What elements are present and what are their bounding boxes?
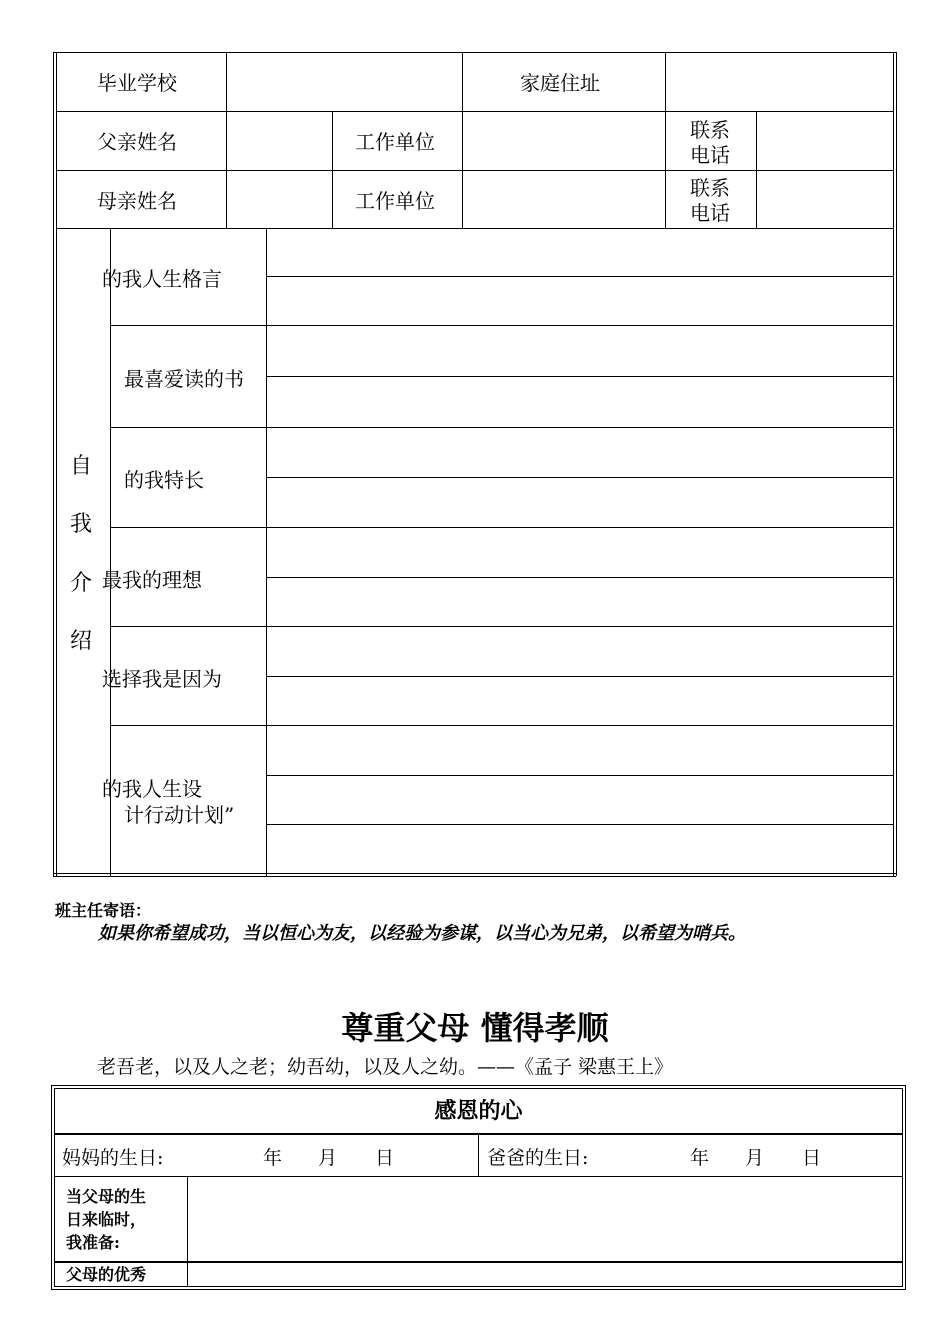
self-intro-vertical-char: 绍 [70, 629, 93, 654]
life-plan-label-line2: 计行动计划” [124, 803, 235, 827]
father-name-field[interactable] [232, 130, 327, 156]
father-phone-label-line1: 联系 [690, 118, 730, 142]
favorite-book-label: 最喜爱读的书 [124, 367, 244, 391]
self-intro-vertical-char: 自 [70, 454, 93, 479]
self-intro-vertical-char: 我 [70, 512, 93, 537]
teacher-note-title: 班主任寄语： [55, 901, 152, 920]
prepare-label-line2: 日来临时， [66, 1210, 147, 1229]
dad-birthday-label: 爸爸的生日: [487, 1147, 589, 1169]
mother-name-field[interactable] [232, 189, 327, 215]
dad-birthday-year[interactable]: 年 [690, 1147, 710, 1169]
mother-phone-label-line2: 电话 [690, 201, 730, 225]
mother-work-label: 工作单位 [355, 189, 435, 213]
mom-birthday-month[interactable]: 月 [318, 1147, 338, 1169]
mencius-quote: 老吾老，以及人之老；幼吾幼，以及人之幼。——《孟子 梁惠王上》 [97, 1056, 674, 1078]
father-phone-field[interactable] [762, 130, 890, 156]
specialty-label: 的我特长 [124, 468, 204, 492]
parents-merits-field[interactable] [190, 1265, 900, 1285]
life-plan-label-line1: 的我人生设 [102, 777, 202, 801]
graduate-school-field[interactable] [232, 71, 457, 97]
prepare-label-line1: 当父母的生 [66, 1187, 147, 1206]
ideal-label: 最我的理想 [102, 568, 202, 592]
father-work-field[interactable] [468, 130, 660, 156]
mother-phone-label-line1: 联系 [690, 176, 730, 200]
parents-merits-label: 父母的优秀 [66, 1265, 147, 1284]
teacher-note-text: 如果你希望成功，当以恒心为友，以经验为参谋，以当心为兄弟，以希望为哨兵。 [98, 923, 746, 944]
graduate-school-label: 毕业学校 [97, 71, 177, 95]
home-address-label: 家庭住址 [520, 71, 600, 95]
gratitude-title: 感恩的心 [434, 1098, 523, 1124]
motto-label: 的我人生格言 [102, 267, 222, 291]
mother-name-label: 母亲姓名 [97, 189, 177, 213]
mother-work-field[interactable] [468, 189, 660, 215]
mom-birthday-label: 妈妈的生日: [62, 1147, 164, 1169]
mother-phone-field[interactable] [762, 189, 890, 215]
home-address-field[interactable] [670, 71, 890, 97]
section-heading: 尊重父母 懂得孝顺 [341, 1009, 609, 1047]
dad-birthday-month[interactable]: 月 [745, 1147, 765, 1169]
self-intro-vertical-char: 介 [70, 571, 93, 596]
father-work-label: 工作单位 [355, 130, 435, 154]
prepare-label-line3: 我准备: [66, 1233, 120, 1252]
dad-birthday-day[interactable]: 日 [802, 1147, 822, 1169]
reason-label: 选择我是因为 [102, 667, 222, 691]
father-phone-label-line2: 电话 [690, 143, 730, 167]
mom-birthday-day[interactable]: 日 [375, 1147, 395, 1169]
father-name-label: 父亲姓名 [97, 130, 177, 154]
mom-birthday-year[interactable]: 年 [263, 1147, 283, 1169]
prepare-field[interactable] [190, 1180, 900, 1258]
